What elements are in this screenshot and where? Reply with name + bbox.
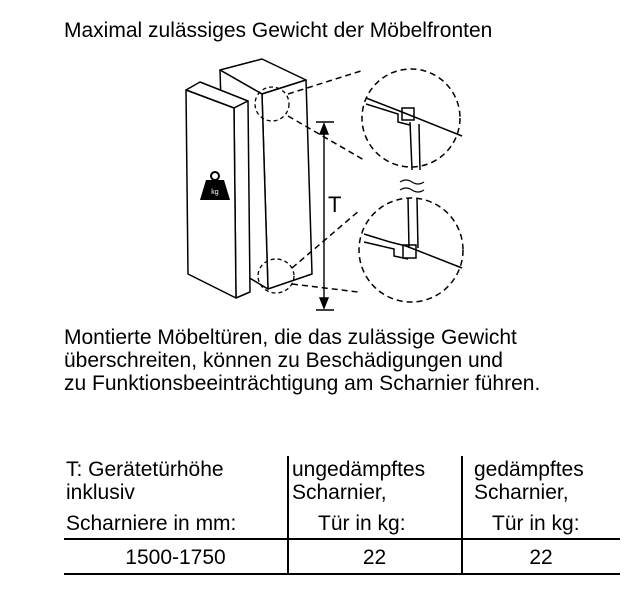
warning-note (64, 326, 624, 395)
table-cell-damped-weight: 22 (529, 546, 553, 569)
table-cell-undamped-weight: 22 (362, 546, 387, 569)
page-title: Maximal zulässiges Gewicht der Möbelfronten (64, 19, 493, 42)
dimension-t-label: T (328, 192, 342, 217)
header-col3-line1: gedämpftes (474, 458, 584, 481)
break-marks (400, 180, 424, 192)
weight-icon-label: kg (211, 189, 219, 196)
header-col1-line3: Scharniere in mm: (66, 512, 237, 535)
hinge-detail-views (288, 69, 463, 302)
appliance-door-diagram (180, 52, 470, 312)
header-col1-line1: T: Gerätetürhöhe (66, 458, 224, 481)
weight-table (64, 456, 620, 580)
header-col2-line1: ungedämpftes (292, 458, 426, 481)
header-col2-line2: Scharnier, (292, 481, 387, 504)
header-col3-line2: Scharnier, (474, 481, 569, 504)
note-line: Montierte Möbeltüren, die das zulässige Gewicht (64, 326, 517, 349)
header-col1-line2: inklusiv (66, 481, 135, 504)
note-line: überschreiten, können zu Beschädigungen und (64, 349, 503, 372)
table-bottom-rule (64, 573, 620, 575)
table-header-rule (64, 538, 620, 540)
header-col3-line3: Tür in kg: (492, 512, 580, 535)
table-cell-height: 1500-1750 (125, 546, 226, 569)
header-col2-line3: Tür in kg: (318, 512, 406, 535)
note-line: zu Funktionsbeeinträchtigung am Scharnier führen. (64, 372, 541, 395)
